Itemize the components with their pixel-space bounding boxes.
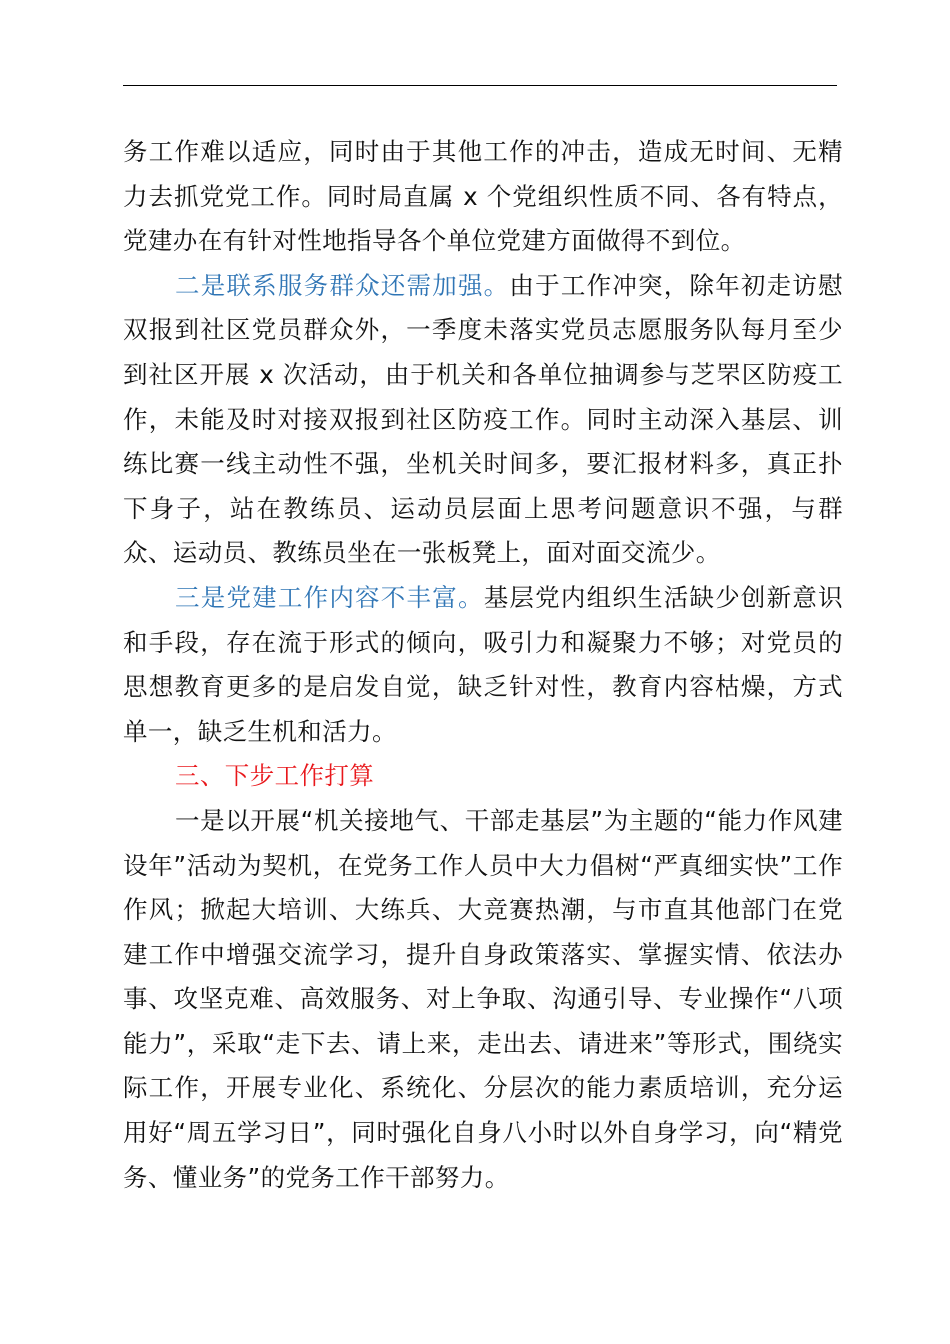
paragraph-point-two [123, 264, 843, 576]
paragraph-plan-one: 一是以开展“机关接地气、干部走基层”为主题的“能力作风建设年”活动为契机，在党务工作人员中大力倡树“严真细实快”工作作风；掀起大培训、大练兵、大竞赛热潮，与市直其他部门在党建工作中增强交流学习，提升自身政策落实、掌握实情、依法办事、攻坚克难、高效服务、对上争取、沟通引导、专业操作“八项能力”，采取“走下去、请上来，走出去、请进来”等形式，围绕实际工作，开展专业化、系统化、分层次的能力素质培训，充分运用好“周五学习日”，同时强化自身八小时以外自身学习，向“精党务、懂业务”的党务工作干部努力。 [123, 805, 843, 1192]
point-two-heading: 二是联系服务群众还需加强。 [175, 270, 510, 300]
header-rule [123, 85, 837, 86]
document-body [123, 130, 843, 1200]
paragraph-continuation: 务工作难以适应，同时由于其他工作的冲击，造成无时间、无精力去抓党党工作。同时局直属 x 个党组织性质不同、各有特点，党建办在有针对性地指导各个单位党建方面做得不到位。 [123, 137, 843, 256]
section-heading: 三、下步工作打算 [175, 761, 375, 791]
point-three-text: 基层党内组织生活缺少创新意识和手段，存在流于形式的倾向，吸引力和凝聚力不够；对党员的思想教育更多的是启发自觉，缺乏针对性，教育内容枯燥，方式单一，缺乏生机和活力。 [123, 582, 843, 746]
point-three-heading: 三是党建工作内容不丰富。 [175, 582, 484, 612]
paragraph-point-three [123, 576, 843, 754]
point-two-text: 由于工作冲突，除年初走访慰双报到社区党员群众外，一季度未落实党员志愿服务队每月至少到社区开展 x 次活动，由于机关和各单位抽调参与芝罘区防疫工作，未能及时对接双报到社区防疫工作。同时主动深入基层、训练比赛一线主动性不强，坐机关时间多，要汇报材料多，真正扑下身子，站在教练员、运动员层面上思考问题意识不强，与群众、运动员、教练员坐在一张板凳上，面对面交流少。 [123, 270, 844, 568]
